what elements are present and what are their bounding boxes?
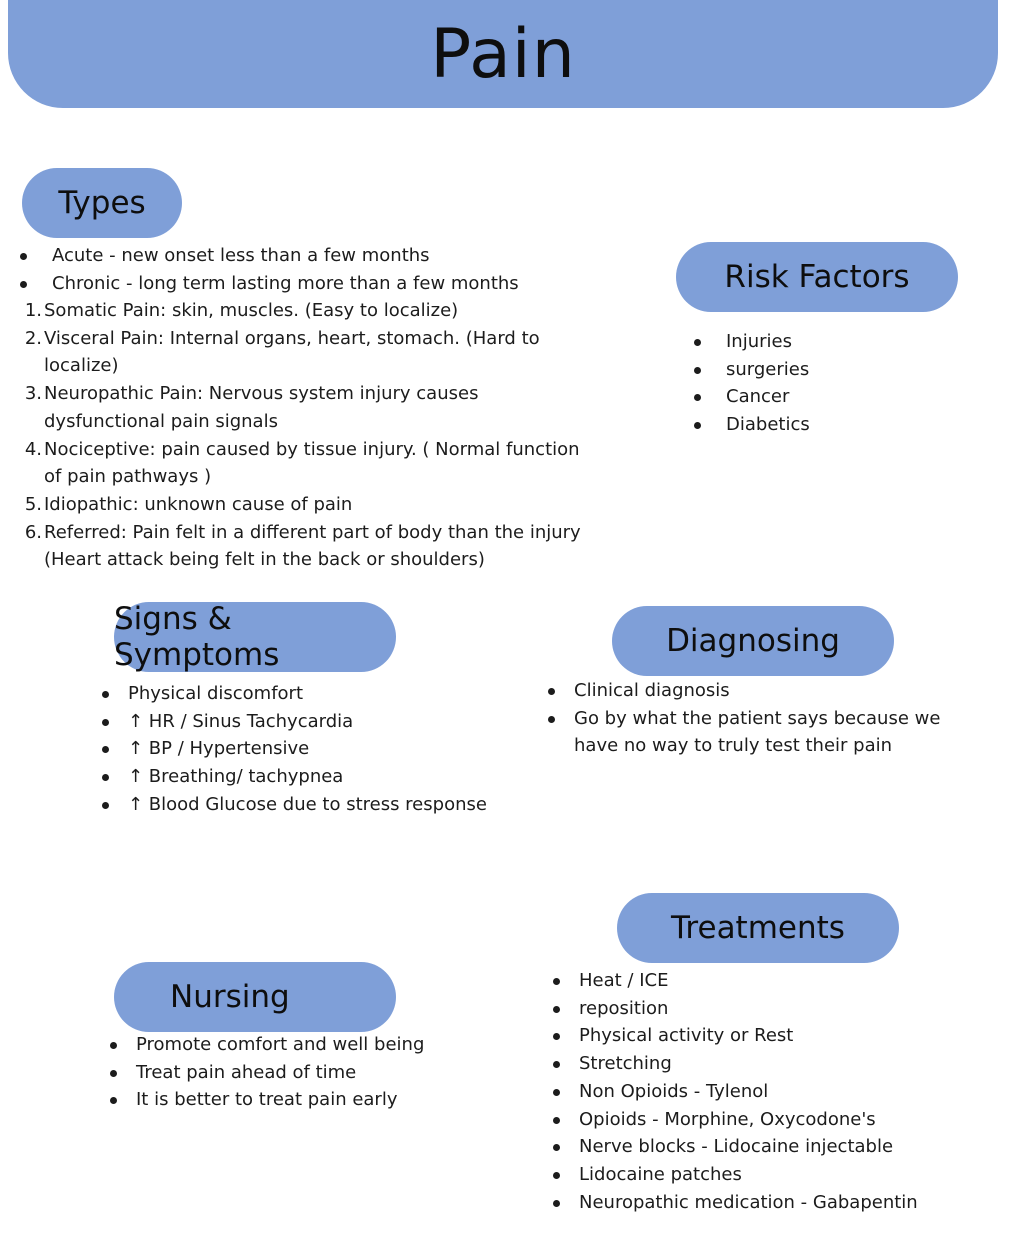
- item-text: Visceral Pain: Internal organs, heart, stomach. (Hard to localize): [44, 327, 540, 377]
- diagnosing-heading: Diagnosing: [666, 623, 840, 659]
- list-item: Stretching: [553, 1050, 993, 1078]
- list-item: Chronic - long term lasting more than a few months: [20, 270, 640, 298]
- list-item: reposition: [553, 995, 993, 1023]
- list-item: Physical activity or Rest: [553, 1022, 993, 1050]
- nursing-list: [110, 1031, 530, 1114]
- list-item: ↑ Breathing/ tachypnea: [102, 763, 522, 791]
- nursing-heading: Nursing: [170, 979, 290, 1015]
- list-item: Cancer: [694, 383, 994, 411]
- types-bullet-list: [20, 242, 640, 297]
- item-text: Idiopathic: unknown cause of pain: [44, 493, 353, 515]
- list-item: Clinical diagnosis: [548, 677, 968, 705]
- list-item: ↑ HR / Sinus Tachycardia: [102, 708, 522, 736]
- page-title-banner: [8, 0, 998, 108]
- treatments-heading-pill: [617, 893, 899, 963]
- list-item: Treat pain ahead of time: [110, 1059, 530, 1087]
- item-number: 2.: [24, 327, 42, 349]
- nursing-heading-pill: [114, 962, 396, 1032]
- list-item: [14, 491, 594, 519]
- list-item: [14, 297, 594, 325]
- item-number: 3.: [24, 383, 42, 405]
- signs-symptoms-heading-pill: [114, 602, 396, 672]
- list-item: ↑ Blood Glucose due to stress response: [102, 791, 522, 819]
- risk-factors-list: [694, 328, 994, 439]
- list-item: [14, 436, 594, 491]
- list-item: Injuries: [694, 328, 994, 356]
- list-item: Promote comfort and well being: [110, 1031, 530, 1059]
- item-number: 5.: [24, 493, 42, 515]
- types-heading: Types: [58, 185, 146, 221]
- diagnosing-heading-pill: [612, 606, 894, 676]
- risk-factors-heading: Risk Factors: [724, 259, 910, 295]
- list-item: Diabetics: [694, 411, 994, 439]
- page-title: Pain: [430, 14, 576, 94]
- types-heading-pill: [22, 168, 182, 238]
- item-text: Nociceptive: pain caused by tissue injury. ( Normal function of pain pathways ): [44, 438, 580, 488]
- treatments-list: [553, 967, 993, 1216]
- list-item: Opioids - Morphine, Oxycodone's: [553, 1106, 993, 1134]
- list-item: Lidocaine patches: [553, 1161, 993, 1189]
- list-item: Neuropathic medication - Gabapentin: [553, 1189, 993, 1217]
- list-item: surgeries: [694, 356, 994, 384]
- list-item: Nerve blocks - Lidocaine injectable: [553, 1133, 993, 1161]
- types-numbered-list: [14, 297, 594, 574]
- list-item: Heat / ICE: [553, 967, 993, 995]
- list-item: [14, 380, 594, 435]
- risk-factors-heading-pill: [676, 242, 958, 312]
- item-number: 4.: [24, 438, 42, 460]
- diagnosing-list: [548, 677, 968, 760]
- list-item: ↑ BP / Hypertensive: [102, 735, 522, 763]
- list-item: [14, 519, 594, 574]
- list-item: It is better to treat pain early: [110, 1086, 530, 1114]
- list-item: Go by what the patient says because we have no way to truly test their pain: [548, 705, 968, 760]
- item-text: Somatic Pain: skin, muscles. (Easy to localize): [44, 300, 459, 321]
- list-item: Non Opioids - Tylenol: [553, 1078, 993, 1106]
- item-number: 1.: [24, 300, 42, 321]
- treatments-heading: Treatments: [671, 910, 845, 946]
- list-item: Physical discomfort: [102, 680, 522, 708]
- signs-symptoms-heading: Signs & Symptoms: [114, 601, 280, 673]
- item-text: Neuropathic Pain: Nervous system injury causes dysfunctional pain signals: [44, 383, 479, 432]
- signs-symptoms-list: [102, 680, 522, 819]
- item-number: 6.: [24, 521, 42, 543]
- list-item: Acute - new onset less than a few months: [20, 242, 640, 270]
- item-text: Referred: Pain felt in a different part of body than the injury (Heart attack being felt in the back or shoulders): [44, 521, 581, 571]
- list-item: [14, 325, 594, 380]
